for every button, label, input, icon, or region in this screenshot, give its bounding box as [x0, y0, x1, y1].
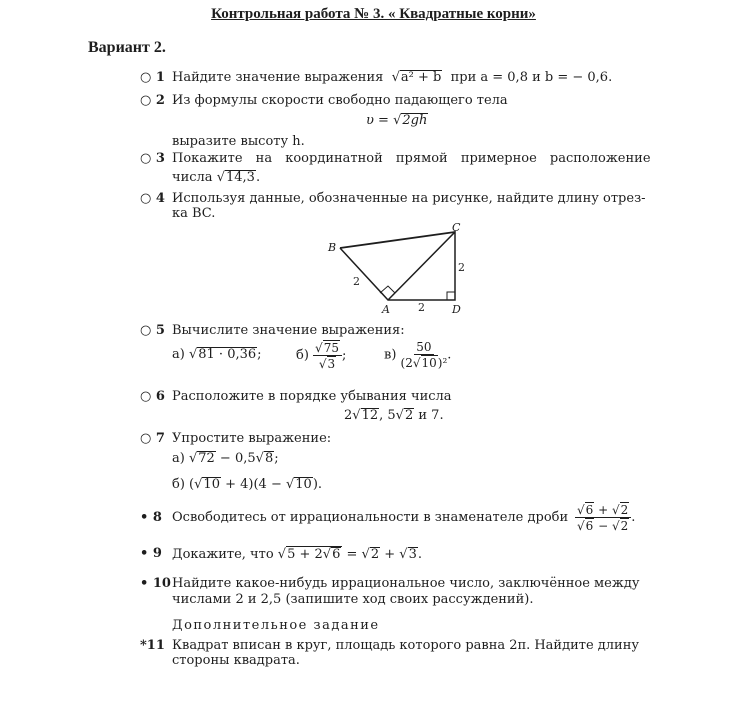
op: ( — [189, 477, 195, 492]
num: , 5 — [379, 408, 396, 423]
radicand: 5 + 2√6 — [287, 547, 341, 562]
radicand: 12 — [361, 408, 379, 423]
task-4-number: ○ 4 — [140, 191, 165, 206]
task-text: числа — [172, 170, 213, 185]
radicand: 72 — [198, 451, 215, 466]
task-3-text-2: числа √14,3. — [172, 170, 261, 185]
sub-label: а) — [172, 347, 185, 362]
task-2-text: Из формулы скорости свободно падающего тела — [172, 93, 508, 108]
task-text: . — [255, 170, 261, 185]
radicand: 2 — [620, 519, 629, 533]
radicand: 75 — [323, 341, 339, 355]
task-2-formula: υ = √2gh — [366, 113, 428, 128]
op: − — [594, 519, 612, 533]
denominator: √3 — [318, 357, 336, 371]
task-text: ; — [257, 347, 262, 362]
radicand: 3 — [408, 547, 417, 562]
op: − 0,5 — [215, 451, 256, 466]
task-6-numbers: 2√12, 5√2 и 7. — [344, 408, 444, 423]
numerator: √75 — [313, 340, 342, 356]
task-10-text-2: числами 2 и 2,5 (запишите ход своих рассуждений). — [172, 592, 534, 607]
task-8-number: • 8 — [140, 510, 162, 525]
task-4-text: Используя данные, обозначенные на рисунке, найдите длину отрез- — [172, 191, 646, 206]
task-5a: а) √81 · 0,36; — [172, 347, 262, 362]
op: + — [380, 547, 400, 562]
task-4-text-2: ка BC. — [172, 206, 216, 221]
task-7-number: ○ 7 — [140, 431, 165, 446]
fraction — [313, 340, 342, 371]
task-11-number: *11 — [140, 638, 165, 653]
op: + 4)(4 − — [220, 477, 286, 492]
sub-label: а) — [172, 451, 185, 466]
task-9-text: Докажите, что √5 + 2√6 = √2 + √3. — [172, 547, 423, 562]
right-angle-a — [380, 286, 395, 293]
task-11-text-2: стороны квадрата. — [172, 653, 300, 668]
task-5-number: ○ 5 — [140, 323, 165, 338]
variant-label: Вариант 2. — [88, 39, 166, 56]
label-c: C — [452, 221, 461, 234]
radicand: 6 — [332, 547, 341, 562]
radicand: 6 — [585, 519, 594, 533]
task-9-number: • 9 — [140, 546, 162, 561]
label-ad: 2 — [418, 301, 425, 314]
task-7b: б) (√10 + 4)(4 − √10). — [172, 477, 323, 492]
figure-lines — [340, 232, 455, 300]
den-part: (2 — [400, 356, 413, 370]
op: . — [417, 547, 423, 562]
radicand-part: 5 + 2 — [287, 547, 323, 562]
radicand: 10 — [295, 477, 312, 492]
label-ba: 2 — [353, 275, 360, 288]
radicand: 2 — [620, 503, 629, 517]
radicand: 6 — [585, 503, 594, 517]
radicand: a² + b — [400, 70, 442, 85]
label-cd: 2 — [458, 261, 465, 274]
num: и 7. — [414, 408, 444, 423]
task-1-number: ○ 1 — [140, 70, 165, 85]
radicand: 14,3 — [225, 170, 255, 185]
task-text: при a = 0,8 и b = − 0,6. — [450, 70, 613, 85]
sub-label: б) — [296, 348, 309, 363]
task-8-fraction — [575, 502, 635, 533]
label-b: B — [328, 241, 337, 254]
task-5b — [296, 340, 346, 371]
fraction — [575, 502, 631, 533]
task-1-text: Найдите значение выражения √a² + b при a = 0,8 и b = − 0,6. — [172, 70, 613, 85]
task-3-text: Покажите на координатной прямой примерное расположение — [172, 151, 651, 166]
numerator: 50 — [416, 340, 432, 354]
sub-label: в) — [384, 347, 397, 363]
task-5c — [384, 340, 451, 370]
radicand: 8 — [264, 451, 274, 466]
radicand: 10 — [421, 356, 437, 370]
page-title: Контрольная работа № 3. « Квадратные корни» — [211, 6, 536, 22]
task-6-number: ○ 6 — [140, 389, 165, 404]
task-text: Найдите значение выражения — [172, 70, 384, 85]
task-11-text: Квадрат вписан в круг, площадь которого равна 2π. Найдите длину — [172, 638, 640, 653]
task-8-text: Освободитесь от иррациональности в знаменателе дроби — [172, 510, 569, 525]
task-text: Докажите, что — [172, 547, 274, 562]
radicand: 81 · 0,36 — [198, 347, 257, 362]
task-10-number: • 10 — [140, 576, 171, 591]
task-2-text-2: выразите высоту h. — [172, 134, 305, 149]
formula-lhs: υ = — [366, 113, 389, 128]
task-6-text: Расположите в порядке убывания числа — [172, 389, 452, 404]
radicand: 2gh — [402, 113, 428, 128]
op: . — [631, 510, 636, 525]
radicand: 2 — [404, 408, 414, 423]
op: ; — [274, 451, 279, 466]
task-7-text: Упростите выражение: — [172, 431, 332, 446]
extra-task-heading: Дополнительное задание — [172, 618, 380, 633]
denominator: √6 − √2 — [577, 519, 629, 533]
fraction — [401, 340, 448, 370]
den-part: )² — [437, 356, 448, 370]
task-2-number: ○ 2 — [140, 93, 165, 108]
op: + — [594, 503, 612, 517]
segment-bc — [340, 232, 455, 248]
right-angle-d — [447, 292, 455, 300]
op: = — [342, 547, 362, 562]
radicand: 2 — [370, 547, 380, 562]
radicand: 3 — [327, 357, 336, 371]
task-text: . — [447, 347, 452, 363]
task-3-number: ○ 3 — [140, 151, 165, 166]
label-a: A — [382, 303, 390, 316]
task-10-text: Найдите какое-нибудь иррациональное число, заключённое между — [172, 576, 640, 591]
task-5-text: Вычислите значение выражения: — [172, 323, 405, 338]
sub-label: б) — [172, 477, 185, 492]
denominator: (2√10)² — [400, 356, 448, 370]
label-d: D — [452, 303, 461, 316]
num: 2 — [344, 408, 353, 423]
radicand: 10 — [203, 477, 220, 492]
task-text: ; — [341, 348, 347, 363]
numerator: √6 + √2 — [575, 502, 631, 518]
op: ). — [312, 477, 323, 492]
task-7a: а) √72 − 0,5√8; — [172, 451, 279, 466]
